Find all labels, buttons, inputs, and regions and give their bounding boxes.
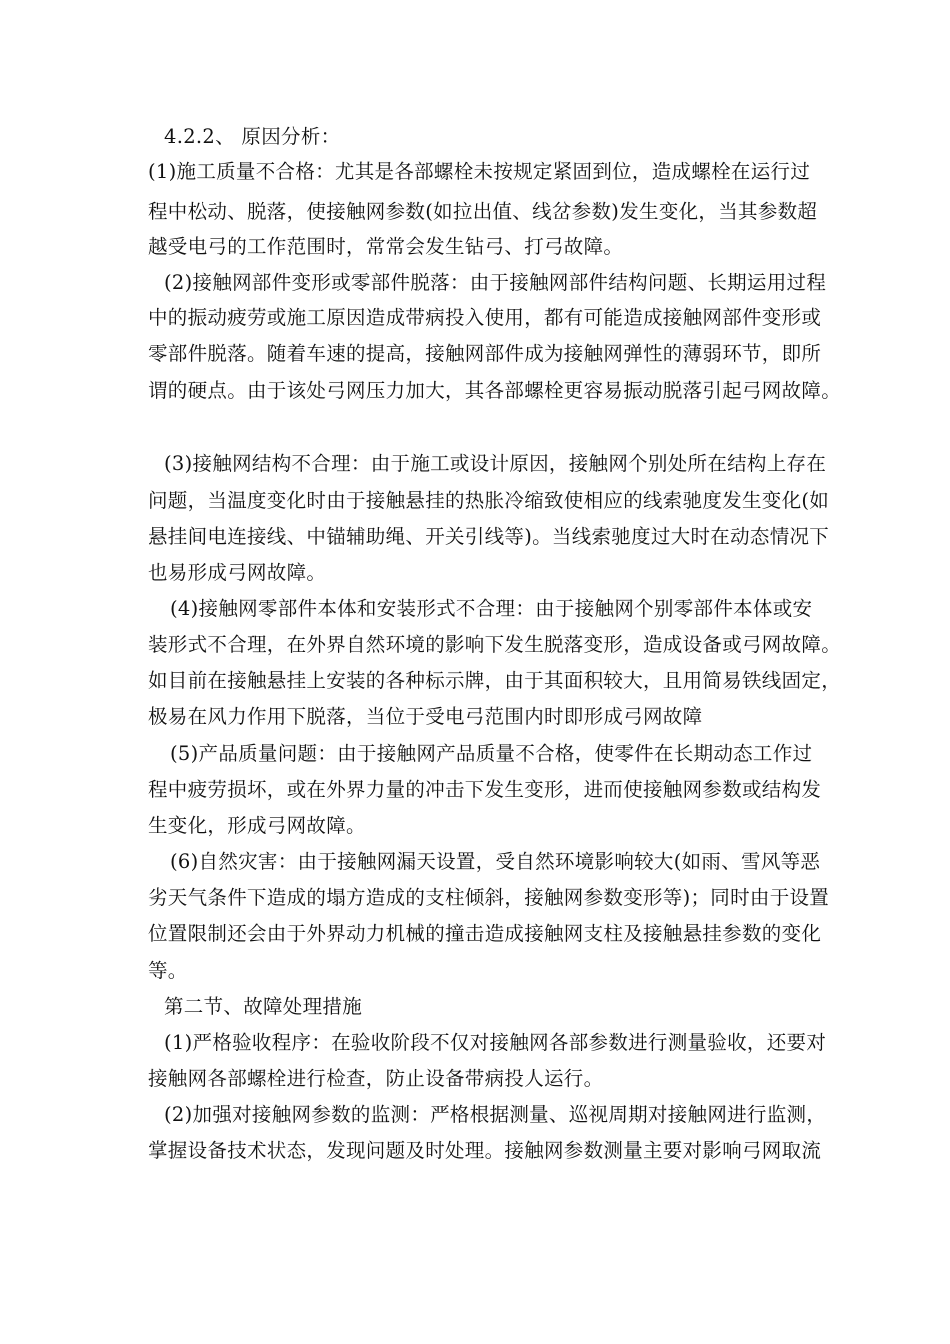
text-line: 越受电弓的工作范围时，常常会发生钻弓、打弓故障。 <box>148 235 624 258</box>
section-title: 第二节、故障处理措施 <box>164 995 363 1018</box>
text-line: (1)严格验收程序：在验收阶段不仅对接触网各部参数进行测量验收，还要对 <box>164 1031 827 1054</box>
text-line: 位置限制还会由于外界动力机械的撞击造成接触网支柱及接触悬挂参数的变化 <box>148 922 822 945</box>
text-line: 悬挂间电连接线、中锚辅助绳、开关引线等)。当线索驰度过大时在动态情况下 <box>148 525 830 548</box>
text-line: 极易在风力作用下脱落，当位于受电弓范围内时即形成弓网故障 <box>148 705 703 728</box>
text-line: 劣天气条件下造成的塌方造成的支柱倾斜，接触网参数变形等)；同时由于设置 <box>148 886 830 909</box>
text-line: 也易形成弓网故障。 <box>148 561 327 584</box>
text-line: 程中疲劳损坏，或在外界力量的冲击下发生变形，进而使接触网参数或结构发 <box>148 778 822 801</box>
text-line: (2)接触网部件变形或零部件脱落：由于接触网部件结构问题、长期运用过程 <box>164 271 827 294</box>
text-line: (4)接触网零部件本体和安装形式不合理：由于接触网个别零部件本体或安 <box>170 597 813 620</box>
text-line: 谓的硬点。由于该处弓网压力加大，其各部螺栓更容易振动脱落引起弓网故障。 <box>148 379 842 402</box>
text-line: 生变化，形成弓网故障。 <box>148 814 366 837</box>
text-line: 掌握设备技术状态，发现问题及时处理。接触网参数测量主要对影响弓网取流 <box>148 1139 822 1162</box>
text-line: (1)施工质量不合格：尤其是各部螺栓未按规定紧固到位，造成螺栓在运行过 <box>148 160 811 183</box>
text-line: 问题，当温度变化时由于接触悬挂的热胀冷缩致使相应的线索驰度发生变化(如 <box>148 489 830 512</box>
text-line: 程中松动、脱落，使接触网参数(如拉出值、线岔参数)发生变化，当其参数超 <box>148 200 818 223</box>
text-line: (2)加强对接触网参数的监测：严格根据测量、巡视周期对接触网进行监测， <box>164 1103 827 1126</box>
text-line: 装形式不合理，在外界自然环境的影响下发生脱落变形，造成设备或弓网故障。 <box>148 633 842 656</box>
text-line: 如目前在接触悬挂上安装的各种标示牌，由于其面积较大，且用简易铁线固定， <box>148 669 842 692</box>
text-line: 中的振动疲劳或施工原因造成带病投入使用，都有可能造成接触网部件变形或 <box>148 306 822 329</box>
section-heading: 4.2.2、 原因分析： <box>164 125 341 148</box>
text-line: (6)自然灾害：由于接触网漏天设置，受自然环境影响较大(如雨、雪风等恶 <box>170 850 821 873</box>
text-line: (3)接触网结构不合理：由于施工或设计原因，接触网个别处所在结构上存在 <box>164 452 827 475</box>
text-line: (5)产品质量问题：由于接触网产品质量不合格，使零件在长期动态工作过 <box>170 742 813 765</box>
text-line: 等。 <box>148 959 188 982</box>
text-line: 接触网各部螺栓进行检查，防止设备带病投人运行。 <box>148 1067 604 1090</box>
text-line: 零部件脱落。随着车速的提高，接触网部件成为接触网弹性的薄弱环节，即所 <box>148 342 822 365</box>
